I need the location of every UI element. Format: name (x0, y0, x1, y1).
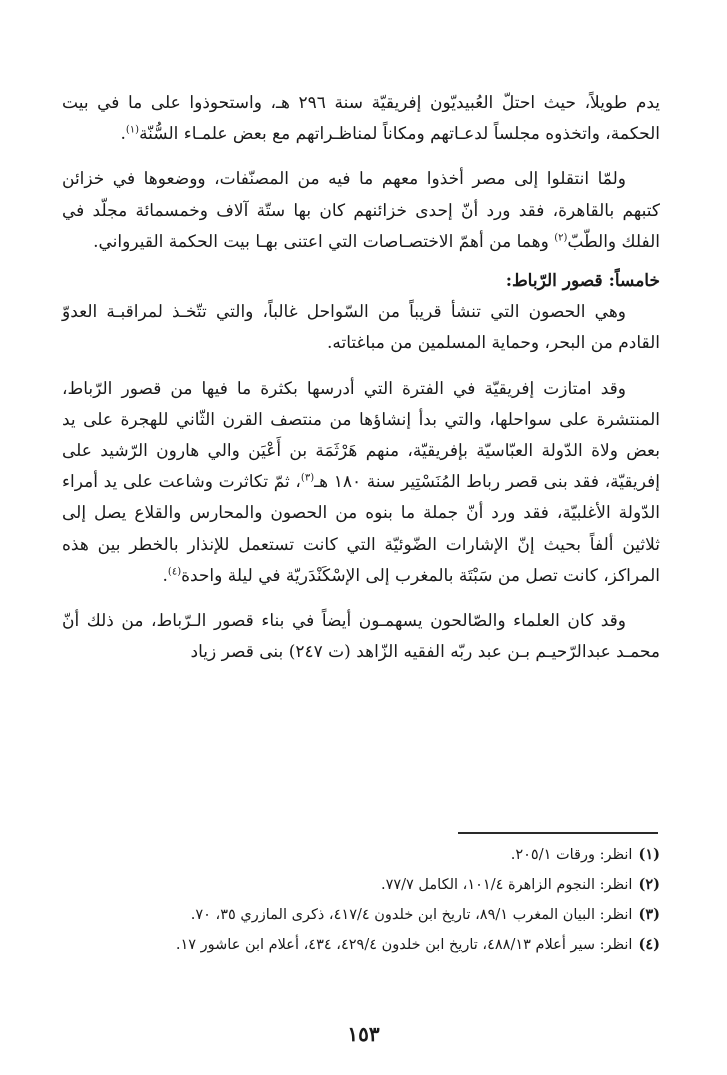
section-heading: خامساً: قصور الرّباط: (505, 271, 660, 292)
paragraph-4-cont: ، ثمّ تكاثرت وشاعت على يد أمراء الدّولة الأغلبيّة، فقد ورد أنّ جملة ما بنوه من الحصون والمحارس والقلاع يصل إلى ثلاثين ألفاً بحيث إنّ الإشارات الضّوئيّة التي كانت تستعمل للإنذار بالخطر بين هذه المراكز، كانت تصل من سَبْتَة بالمغرب إلى الإسْكَنْدَريّة في ليلة واحدة (62, 472, 660, 586)
footnote-text: انظر: النجوم الزاهرة ١٠١/٤، الكامل ٧٧/٧. (380, 877, 633, 893)
footnote-text: انظر: البيان المغرب ٨٩/١، تاريخ ابن خلدون ٤١٧/٤، ذكرى المازري ٣٥، ٧٠. (190, 907, 633, 923)
footnotes (62, 840, 660, 960)
paragraph-2 (62, 164, 660, 258)
paragraph-5: وقد كان العلماء والصّالحون يسهمـون أيضاً في بناء قصور الـرّباط، من ذلك أنّ محمـد عبدالرّحيـم بـن عبد ربّه الفقيه الزّاهد (ت ٢٤٧) بنى قصر زياد (62, 611, 660, 663)
footnote-number: (٣) (638, 906, 660, 923)
footnote-4 (62, 930, 660, 960)
paragraph-4 (62, 374, 660, 592)
footnote-divider (458, 832, 658, 834)
footnote-ref-4: (٤) (167, 566, 182, 578)
paragraph-2-end: وهما من أهمّ الاختصـاصات التي اعتنى بهـا بيت الحكمة القيرواني. (93, 231, 555, 252)
footnote-ref-1: (١) (125, 124, 140, 136)
paragraph-2-text: ولمّا انتقلوا إلى مصر أخذوا معهم ما فيه من المصنّفات، ووضعوها في خزائن كتبهم بالقاهرة، فقد ورد أنّ إحدى خزائنهم كان بها ستّة آلاف وخمسمائة مجلّد في الفلك والطّبّ (62, 169, 660, 252)
paragraph-3: وهي الحصون التي تنشأ قريباً من السّواحل غالباً، والتي تتّخـذ لمراقبـة العدوّ القادم من البحر، وحماية المسلمين من مباغتاته. (62, 302, 660, 354)
footnote-1 (62, 840, 660, 870)
footnote-3 (62, 900, 660, 930)
footnote-2 (62, 870, 660, 900)
paragraph-1-text: يدم طويلاً، حيث احتلّ العُبيديّون إفريقيّة سنة ٢٩٦ هـ، واستحوذوا على ما في بيت الحكمة، واتخذوه مجلساً لدعـاتهم ومكاناً لمناظـراتهم مع بعض علمـاء السُّنّة (62, 93, 661, 145)
page-number: ١٥٣ (347, 1022, 380, 1046)
footnote-text: انظر: سير أعلام ٤٨٨/١٣، تاريخ ابن خلدون ٤٢٩/٤، ٤٣٤، أعلام ابن عاشور ١٧. (175, 937, 633, 953)
paragraph-4-end: . (162, 565, 168, 586)
footnote-ref-2: (٢) (554, 232, 568, 244)
paragraph-4-text: وقد امتازت إفريقيّة في الفترة التي أدرسها بكثرة ما فيها من قصور الرّباط، المنتشرة على سواحلها، والتي بدأ إنشاؤها من منتصف القرن الثّاني للهجرة على يد بعض ولاة الدّولة العبّاسيّة بإفريقيّة، منهم هَرْثَمَة بن أَعْيَن والي هارون الرّشيد على إفريقيّة، فقد بنى قصر رباط المُنَسْتِير سنة ١٨٠ هـ (62, 378, 660, 493)
footnote-number: (٤) (638, 936, 660, 953)
footnote-ref-3: (٣) (300, 472, 315, 484)
footnote-number: (١) (638, 846, 660, 863)
main-text (62, 88, 660, 668)
paragraph-1 (62, 88, 660, 150)
footnote-text: انظر: ورقات ٢٠٥/١. (510, 847, 633, 863)
footnote-number: (٢) (638, 876, 660, 893)
paragraph-1-end: . (120, 124, 126, 145)
